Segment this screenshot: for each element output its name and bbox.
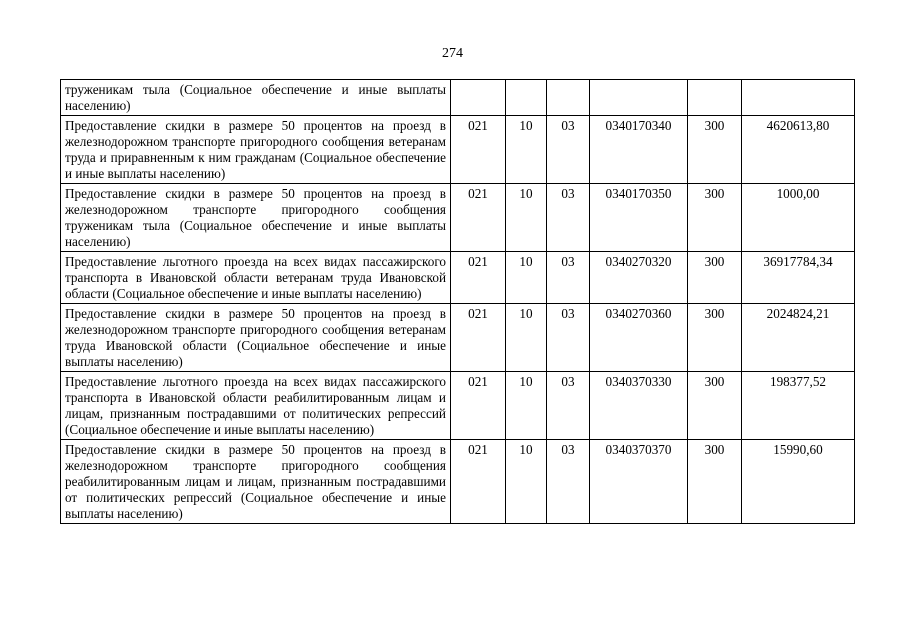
table-row xyxy=(61,304,855,372)
subsection-code: 03 xyxy=(547,116,590,184)
row-description: Предоставление скидки в размере 50 процентов на проезд в железнодорожном транспорте пригородного сообщения ветеранам труда и приравненным к ним гражданам (Социальное обеспечение и иные выплаты населению) xyxy=(61,116,451,184)
amount: 198377,52 xyxy=(742,372,855,440)
ministry-code: 021 xyxy=(451,440,506,524)
ministry-code: 021 xyxy=(451,116,506,184)
table-row xyxy=(61,80,855,116)
expense-type-code: 300 xyxy=(688,304,742,372)
target-article-code: 0340370330 xyxy=(590,372,688,440)
target-article-code: 0340170340 xyxy=(590,116,688,184)
amount: 2024824,21 xyxy=(742,304,855,372)
section-code xyxy=(506,80,547,116)
row-description: Предоставление скидки в размере 50 процентов на проезд в железнодорожном транспорте пригородного сообщения труженикам тыла (Социальное обеспечение и иные выплаты населению) xyxy=(61,184,451,252)
subsection-code xyxy=(547,80,590,116)
target-article-code: 0340270360 xyxy=(590,304,688,372)
expense-type-code: 300 xyxy=(688,184,742,252)
ministry-code xyxy=(451,80,506,116)
section-code: 10 xyxy=(506,440,547,524)
subsection-code: 03 xyxy=(547,304,590,372)
target-article-code: 0340270320 xyxy=(590,252,688,304)
expense-type-code: 300 xyxy=(688,252,742,304)
table-row xyxy=(61,116,855,184)
expense-type-code xyxy=(688,80,742,116)
table-row xyxy=(61,184,855,252)
subsection-code: 03 xyxy=(547,252,590,304)
row-description: Предоставление льготного проезда на всех видах пассажирского транспорта в Ивановской области ветеранам труда Ивановской области (Социальное обеспечение и иные выплаты населению) xyxy=(61,252,451,304)
target-article-code xyxy=(590,80,688,116)
table-row xyxy=(61,252,855,304)
expense-type-code: 300 xyxy=(688,116,742,184)
amount: 15990,60 xyxy=(742,440,855,524)
row-description: труженикам тыла (Социальное обеспечение и иные выплаты населению) xyxy=(61,80,451,116)
section-code: 10 xyxy=(506,252,547,304)
section-code: 10 xyxy=(506,184,547,252)
expense-type-code: 300 xyxy=(688,440,742,524)
budget-table xyxy=(60,79,855,524)
row-description: Предоставление скидки в размере 50 процентов на проезд в железнодорожном транспорте пригородного сообщения реабилитированным лицам и лицам, признанным пострадавшими от политических репрессий (Социальное обеспечение и иные выплаты населению) xyxy=(61,440,451,524)
subsection-code: 03 xyxy=(547,440,590,524)
table-row xyxy=(61,372,855,440)
expense-type-code: 300 xyxy=(688,372,742,440)
ministry-code: 021 xyxy=(451,304,506,372)
amount: 4620613,80 xyxy=(742,116,855,184)
ministry-code: 021 xyxy=(451,184,506,252)
amount: 1000,00 xyxy=(742,184,855,252)
table-row xyxy=(61,440,855,524)
section-code: 10 xyxy=(506,304,547,372)
target-article-code: 0340170350 xyxy=(590,184,688,252)
page-number: 274 xyxy=(442,46,463,61)
ministry-code: 021 xyxy=(451,252,506,304)
row-description: Предоставление льготного проезда на всех видах пассажирского транспорта в Ивановской области реабилитированным лицам и лицам, признанным пострадавшими от политических репрессий (Социальное обеспечение и иные выплаты населению) xyxy=(61,372,451,440)
amount xyxy=(742,80,855,116)
subsection-code: 03 xyxy=(547,372,590,440)
ministry-code: 021 xyxy=(451,372,506,440)
section-code: 10 xyxy=(506,372,547,440)
row-description: Предоставление скидки в размере 50 процентов на проезд в железнодорожном транспорте пригородного сообщения ветеранам труда Ивановской области (Социальное обеспечение и иные выплаты населению) xyxy=(61,304,451,372)
section-code: 10 xyxy=(506,116,547,184)
amount: 36917784,34 xyxy=(742,252,855,304)
subsection-code: 03 xyxy=(547,184,590,252)
target-article-code: 0340370370 xyxy=(590,440,688,524)
